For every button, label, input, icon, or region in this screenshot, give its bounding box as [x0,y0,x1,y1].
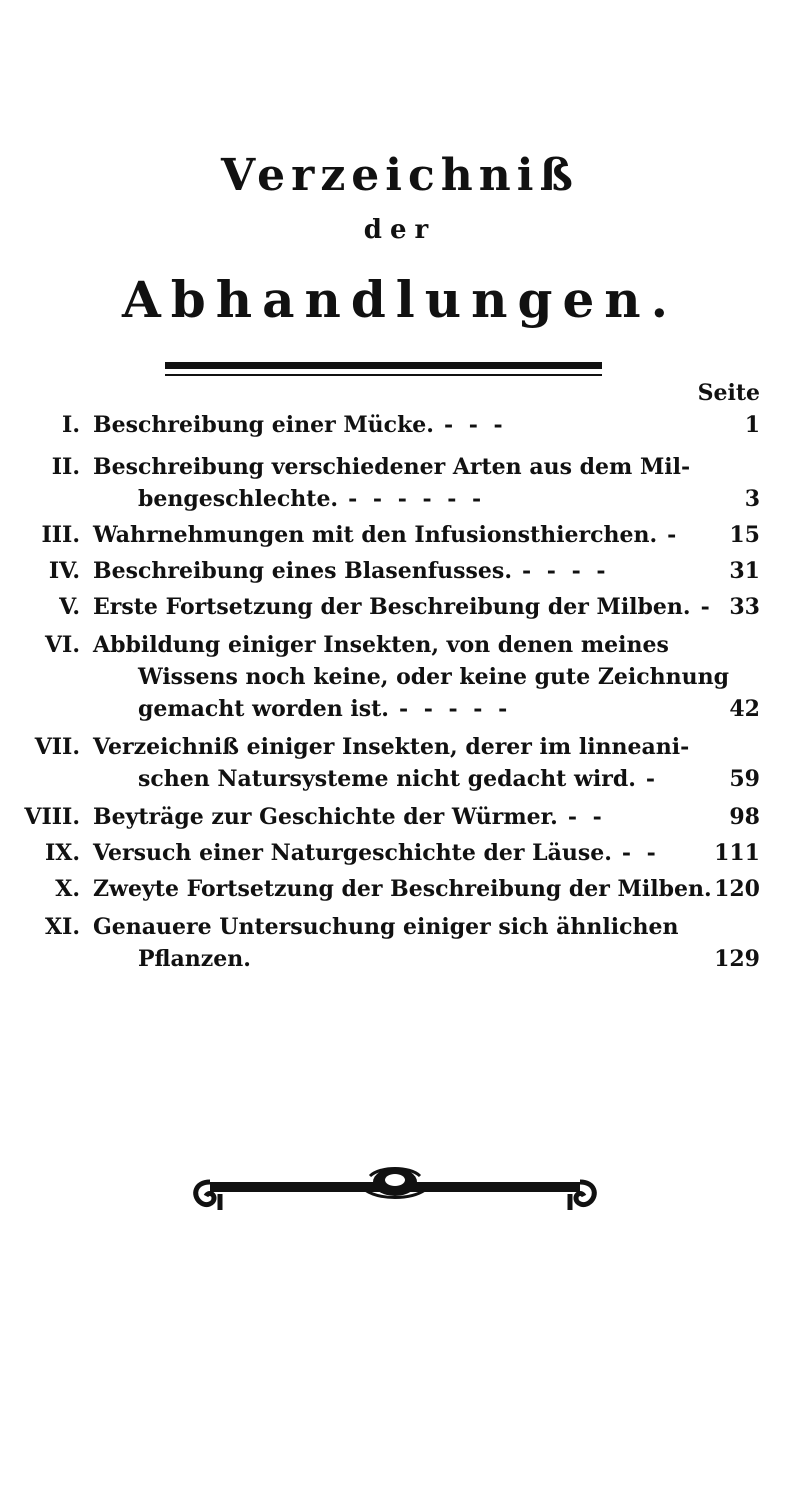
toc-entry-title-text: gemacht worden ist. [138,696,389,722]
toc-entry-line [93,555,673,587]
toc-entry-line [93,451,691,483]
toc-entry-title-text: Wahrnehmungen mit den Infusionsthierchen. [93,522,658,548]
toc-entry [0,911,800,975]
toc-entry-line [93,943,673,975]
toc-entry [0,451,800,515]
toc-entry-leader: - - - - [521,558,610,584]
toc-entry-number: VI. [44,632,80,658]
toc-entry-title-text: Verzeichniß einiger Insekten, derer im linneani- [93,734,690,760]
toc-entry [0,873,800,905]
toc-entry-title-text: Beschreibung verschiedener Arten aus dem Mil- [93,454,691,480]
toc-entry-line [93,911,679,943]
toc-entry-title-text: Beschreibung eines Blasenfusses. [93,558,512,584]
toc-entry-page-number: 59 [729,766,760,792]
toc-entry-title-text: Versuch einer Naturgeschichte der Läuse. [93,840,612,866]
toc-entry-number: XI. [44,914,80,940]
ornament-icon [190,1160,600,1215]
toc-entry-number: IX. [44,840,80,866]
toc-entry-title-text: Pflanzen. [138,946,251,972]
toc-entry-line [93,731,690,763]
toc-entry-title-text: Wissens noch keine, oder keine gute Zeichnung [138,664,730,690]
toc-entry-number: III. [41,522,80,548]
toc-entry-title-text: bengeschlechte. [138,486,339,512]
toc-entry-leader: - [667,522,681,548]
toc-entry-line [93,409,673,441]
table-of-contents [0,380,800,975]
toc-entry-number: V. [59,594,80,620]
toc-entry-leader: - - - - - [398,696,512,722]
toc-entry-page-number: 98 [729,804,760,830]
double-rule-thick [165,362,602,369]
toc-entry-page-number: Seite 1 [697,380,760,438]
toc-entry-page-number: 15 [729,522,760,548]
toc-entry [0,591,800,623]
toc-entry-title-text: Genauere Untersuchung einiger sich ähnlichen [93,914,679,940]
toc-entry-line [93,519,681,551]
toc-entry-line [93,801,673,833]
toc-entry-page-number: 120 [714,876,760,902]
toc-entry-number: VII. [34,734,80,760]
toc-entry-line [93,837,673,869]
toc-entry [0,837,800,869]
toc-entry-number: VIII. [24,804,80,830]
heading-abhandlungen: Abhandlungen. [121,270,679,329]
toc-entry [0,380,800,441]
toc-entry-line [93,693,673,725]
toc-entry-line [93,661,730,693]
toc-entry-number: IV. [48,558,80,584]
toc-entry-title-text: Beyträge zur Geschichte der Würmer. [93,804,558,830]
toc-entry-leader: - - [567,804,606,830]
toc-entry-page-number: 129 [714,946,760,972]
toc-entry-line [93,629,673,661]
toc-entry-number: X. [55,876,80,902]
double-rule-thin [165,374,602,376]
toc-entry-title-text: Beschreibung einer Mücke. [93,412,434,438]
toc-entry-title-text: Zweyte Fortsetzung der Beschreibung der Milben. [93,876,712,902]
toc-entry-line [93,591,714,623]
toc-entry-leader: - - - [443,412,507,438]
toc-entry-number: I. [62,412,80,438]
toc-entry-page-number: 111 [714,840,760,866]
toc-entry [0,731,800,795]
toc-entry-leader: - [700,594,714,620]
toc-entry-page-number: 42 [729,696,760,722]
toc-entry-leader: - - - - - - [348,486,486,512]
toc-entry-title-text: Erste Fortsetzung der Beschreibung der Milben. [93,594,691,620]
toc-entry-page-number: 33 [729,594,760,620]
toc-entry [0,555,800,587]
toc-entry-page-number: 3 [744,486,760,512]
toc-entry-leader: - [645,766,660,792]
toc-entry [0,629,800,725]
toc-entry-page-number: 31 [729,558,760,584]
heading-verzeichniss: Verzeichniß [221,150,579,201]
toc-entry [0,801,800,833]
toc-entry [0,519,800,551]
toc-entry-number: II. [51,454,80,480]
toc-entry-leader: - - [621,840,660,866]
heading-der: der [363,215,437,245]
toc-entry-title-text: schen Natursysteme nicht gedacht wird. [138,766,636,792]
toc-entry-line [93,873,712,905]
toc-entry-line [93,483,673,515]
toc-entry-title-text: Abbildung einiger Insekten, von denen meines [93,632,669,658]
toc-entry-line [93,763,673,795]
